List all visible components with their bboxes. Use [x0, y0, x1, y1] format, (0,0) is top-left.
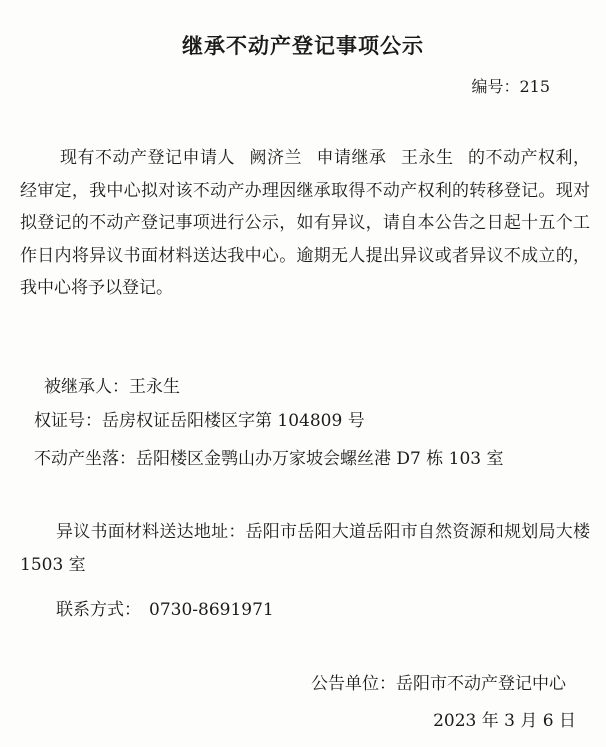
- decedent-name: 王永生: [400, 148, 454, 168]
- objection-address: [20, 516, 590, 581]
- heir-label: 被继承人：: [44, 377, 129, 397]
- location-value: 岳阳楼区金鹗山办万家坡会螺丝港 D7 栋 103 室: [136, 449, 504, 469]
- intro-mid: 申请继承: [316, 148, 387, 168]
- document-number: 编号：215: [471, 77, 550, 96]
- intro-rest: 的不动产权利，经审定，我中心拟对该不动产办理因继承取得不动产权利的转移登记。现对拟登记的不动产登记事项进行公示，如有异议，请自本公告之日起十五个工作日内将异议书面材料送达我中心。逾期无人提出异议或者异议不成立的，我中心将予以登记。: [20, 148, 590, 298]
- contact-label: 联系方式：: [56, 600, 141, 620]
- notice-date: 2023 年 3 月 6 日: [433, 711, 576, 731]
- location-line: [34, 444, 504, 469]
- issuer: 公告单位：岳阳市不动产登记中心: [311, 674, 566, 694]
- certificate-line: [34, 406, 365, 431]
- intro-prefix: 现有不动产登记申请人: [60, 148, 235, 168]
- cert-label: 权证号：: [34, 411, 102, 431]
- contact-value: 0730-8691971: [149, 600, 274, 620]
- heir-line: [44, 372, 180, 397]
- contact-line: [56, 595, 274, 620]
- notice-title: 继承不动产登记事项公示: [182, 34, 424, 58]
- address-value: 岳阳市岳阳大道岳阳市自然资源和规划局大楼 1503 室: [20, 522, 591, 575]
- cert-value: 岳房权证岳阳楼区字第 104809 号: [102, 411, 365, 431]
- applicant-name: 阙济兰: [249, 148, 302, 168]
- location-label: 不动产坐落：: [34, 449, 136, 469]
- notice-body: [20, 142, 590, 305]
- address-label: 异议书面材料送达地址：: [56, 522, 246, 542]
- heir-value: 王永生: [129, 377, 180, 397]
